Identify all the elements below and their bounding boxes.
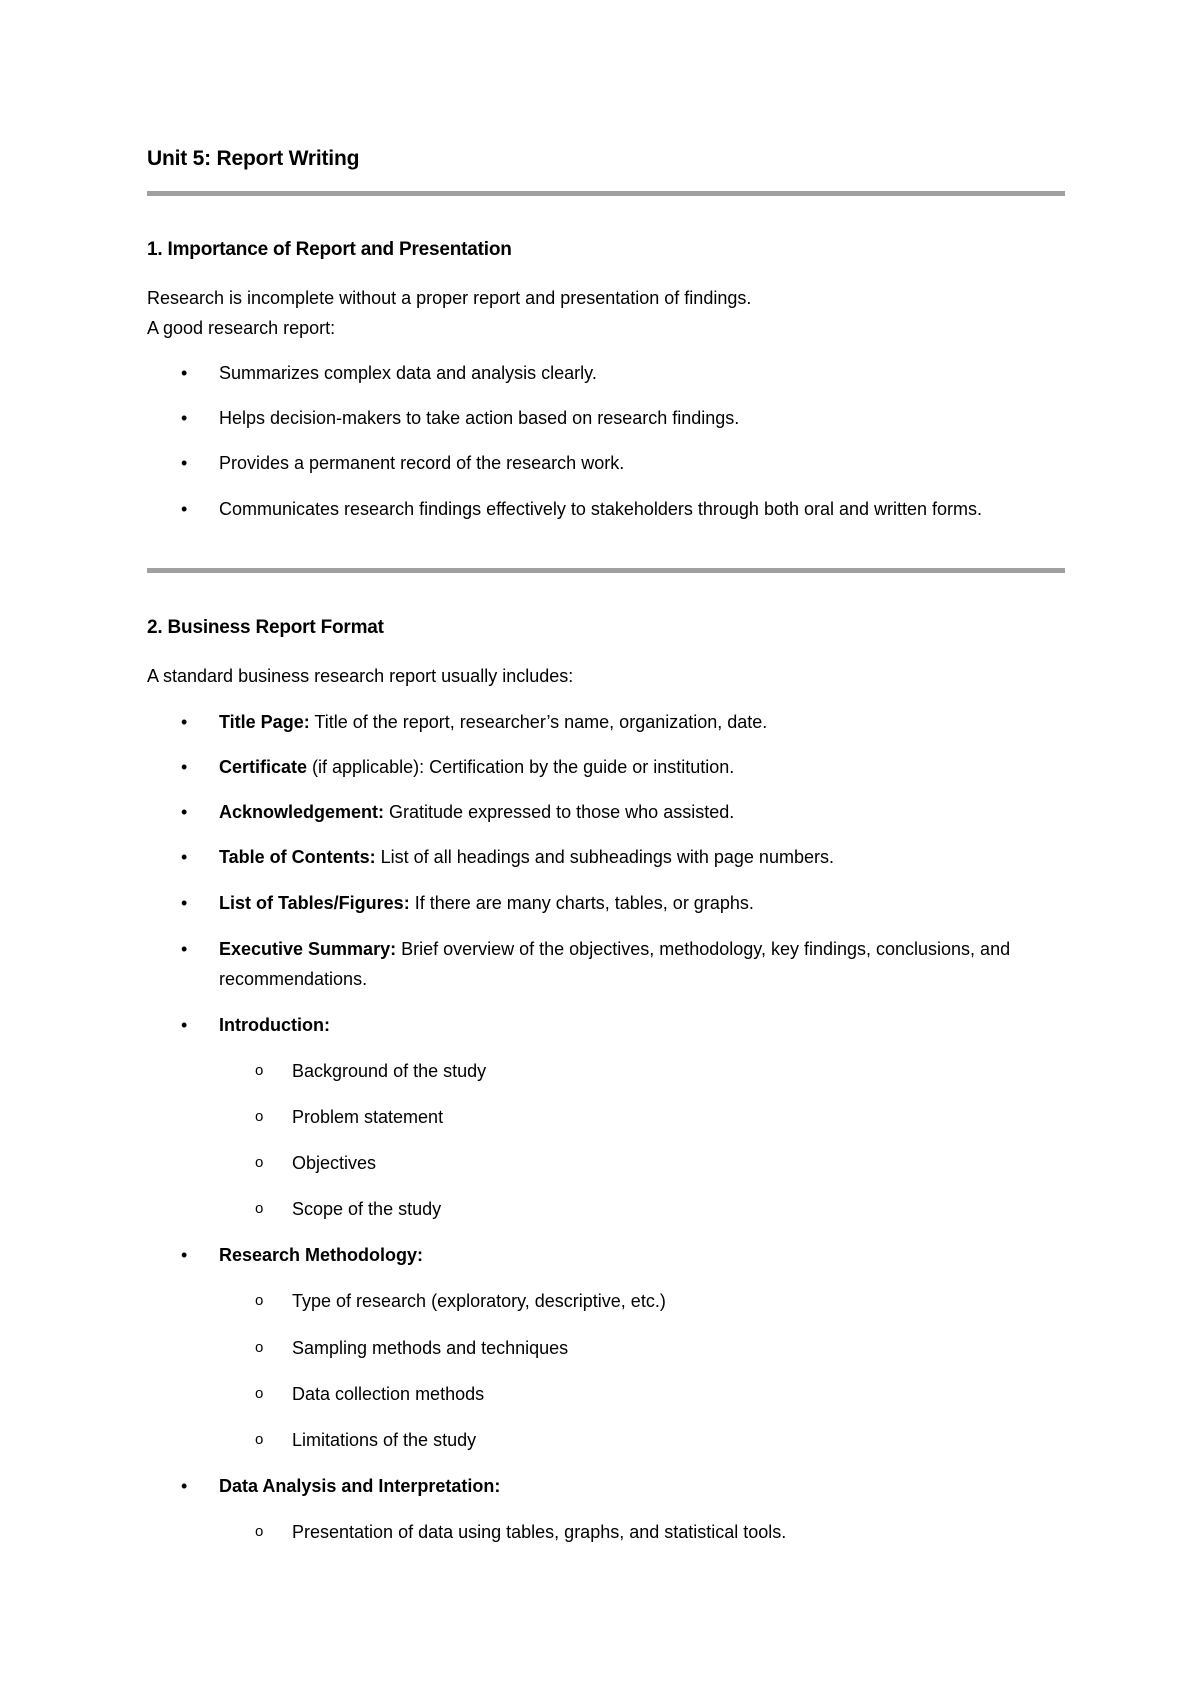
bullet-icon: • <box>181 939 188 959</box>
list-item-term: List of Tables/Figures: <box>219 893 410 913</box>
circle-bullet-icon: o <box>255 1154 264 1171</box>
sub-list-item-text: Problem statement <box>292 1107 444 1127</box>
circle-bullet-icon: o <box>255 1200 264 1217</box>
list-item-desc: Gratitude expressed to those who assisted. <box>384 802 735 822</box>
list-item-term: Certificate <box>219 757 308 777</box>
bullet-icon: • <box>181 1245 188 1265</box>
section-1-intro-line-1: Research is incomplete without a proper report and presentation of findings. <box>147 288 752 308</box>
bullet-icon: • <box>181 408 188 428</box>
divider <box>147 568 1065 573</box>
list-item-term: Acknowledgement: <box>219 802 385 822</box>
list-item-term: Executive Summary: <box>219 939 397 959</box>
section-2-intro: A standard business research report usually includes: <box>147 666 574 686</box>
bullet-icon: • <box>181 453 188 473</box>
list-item-desc: (if applicable): Certification by the guide or institution. <box>307 757 735 777</box>
circle-bullet-icon: o <box>255 1062 264 1079</box>
sub-list-item-text: Scope of the study <box>292 1199 442 1219</box>
bullet-icon: • <box>181 363 188 383</box>
sub-list-item-text: Type of research (exploratory, descriptive, etc.) <box>292 1291 666 1311</box>
list-item-desc: Brief overview of the objectives, methodology, key findings, conclusions, and recommendations. <box>219 939 1011 989</box>
sub-list-item-text: Objectives <box>292 1153 377 1173</box>
list-item-term: Introduction: <box>219 1015 330 1035</box>
list-item-text: Communicates research findings effectively to stakeholders through both oral and written forms. <box>219 499 983 519</box>
sub-list-item-text: Limitations of the study <box>292 1430 477 1450</box>
section-1-intro-line-2: A good research report: <box>147 318 336 338</box>
bullet-icon: • <box>181 847 188 867</box>
list-item-desc: List of all headings and subheadings with page numbers. <box>375 847 834 867</box>
sub-list-item-text: Data collection methods <box>292 1384 485 1404</box>
circle-bullet-icon: o <box>255 1523 264 1540</box>
list-item-term: Table of Contents: <box>219 847 376 867</box>
sub-list-item-text: Presentation of data using tables, graphs, and statistical tools. <box>292 1522 787 1542</box>
circle-bullet-icon: o <box>255 1108 264 1125</box>
divider <box>147 191 1065 196</box>
document-page <box>147 0 1065 1696</box>
circle-bullet-icon: o <box>255 1292 264 1309</box>
section-1-heading: 1. Importance of Report and Presentation <box>147 239 512 260</box>
document-title: Unit 5: Report Writing <box>147 147 360 170</box>
list-item-term: Data Analysis and Interpretation: <box>219 1476 501 1496</box>
bullet-icon: • <box>181 893 188 913</box>
sub-list-item-text: Background of the study <box>292 1061 487 1081</box>
circle-bullet-icon: o <box>255 1431 264 1448</box>
bullet-icon: • <box>181 802 188 822</box>
list-item-text: Provides a permanent record of the research work. <box>219 453 625 473</box>
bullet-icon: • <box>181 712 188 732</box>
list-item-text: Helps decision-makers to take action based on research findings. <box>219 408 740 428</box>
sub-list-item-text: Sampling methods and techniques <box>292 1338 569 1358</box>
bullet-icon: • <box>181 499 188 519</box>
list-item-text: Summarizes complex data and analysis clearly. <box>219 363 597 383</box>
section-2-heading: 2. Business Report Format <box>147 617 384 638</box>
list-item-desc: Title of the report, researcher’s name, organization, date. <box>309 712 768 732</box>
list-item-term: Title Page: <box>219 712 310 732</box>
circle-bullet-icon: o <box>255 1385 264 1402</box>
list-item-term: Research Methodology: <box>219 1245 424 1265</box>
bullet-icon: • <box>181 1015 188 1035</box>
circle-bullet-icon: o <box>255 1339 264 1356</box>
bullet-icon: • <box>181 757 188 777</box>
list-item-desc: If there are many charts, tables, or graphs. <box>409 893 754 913</box>
bullet-icon: • <box>181 1476 188 1496</box>
